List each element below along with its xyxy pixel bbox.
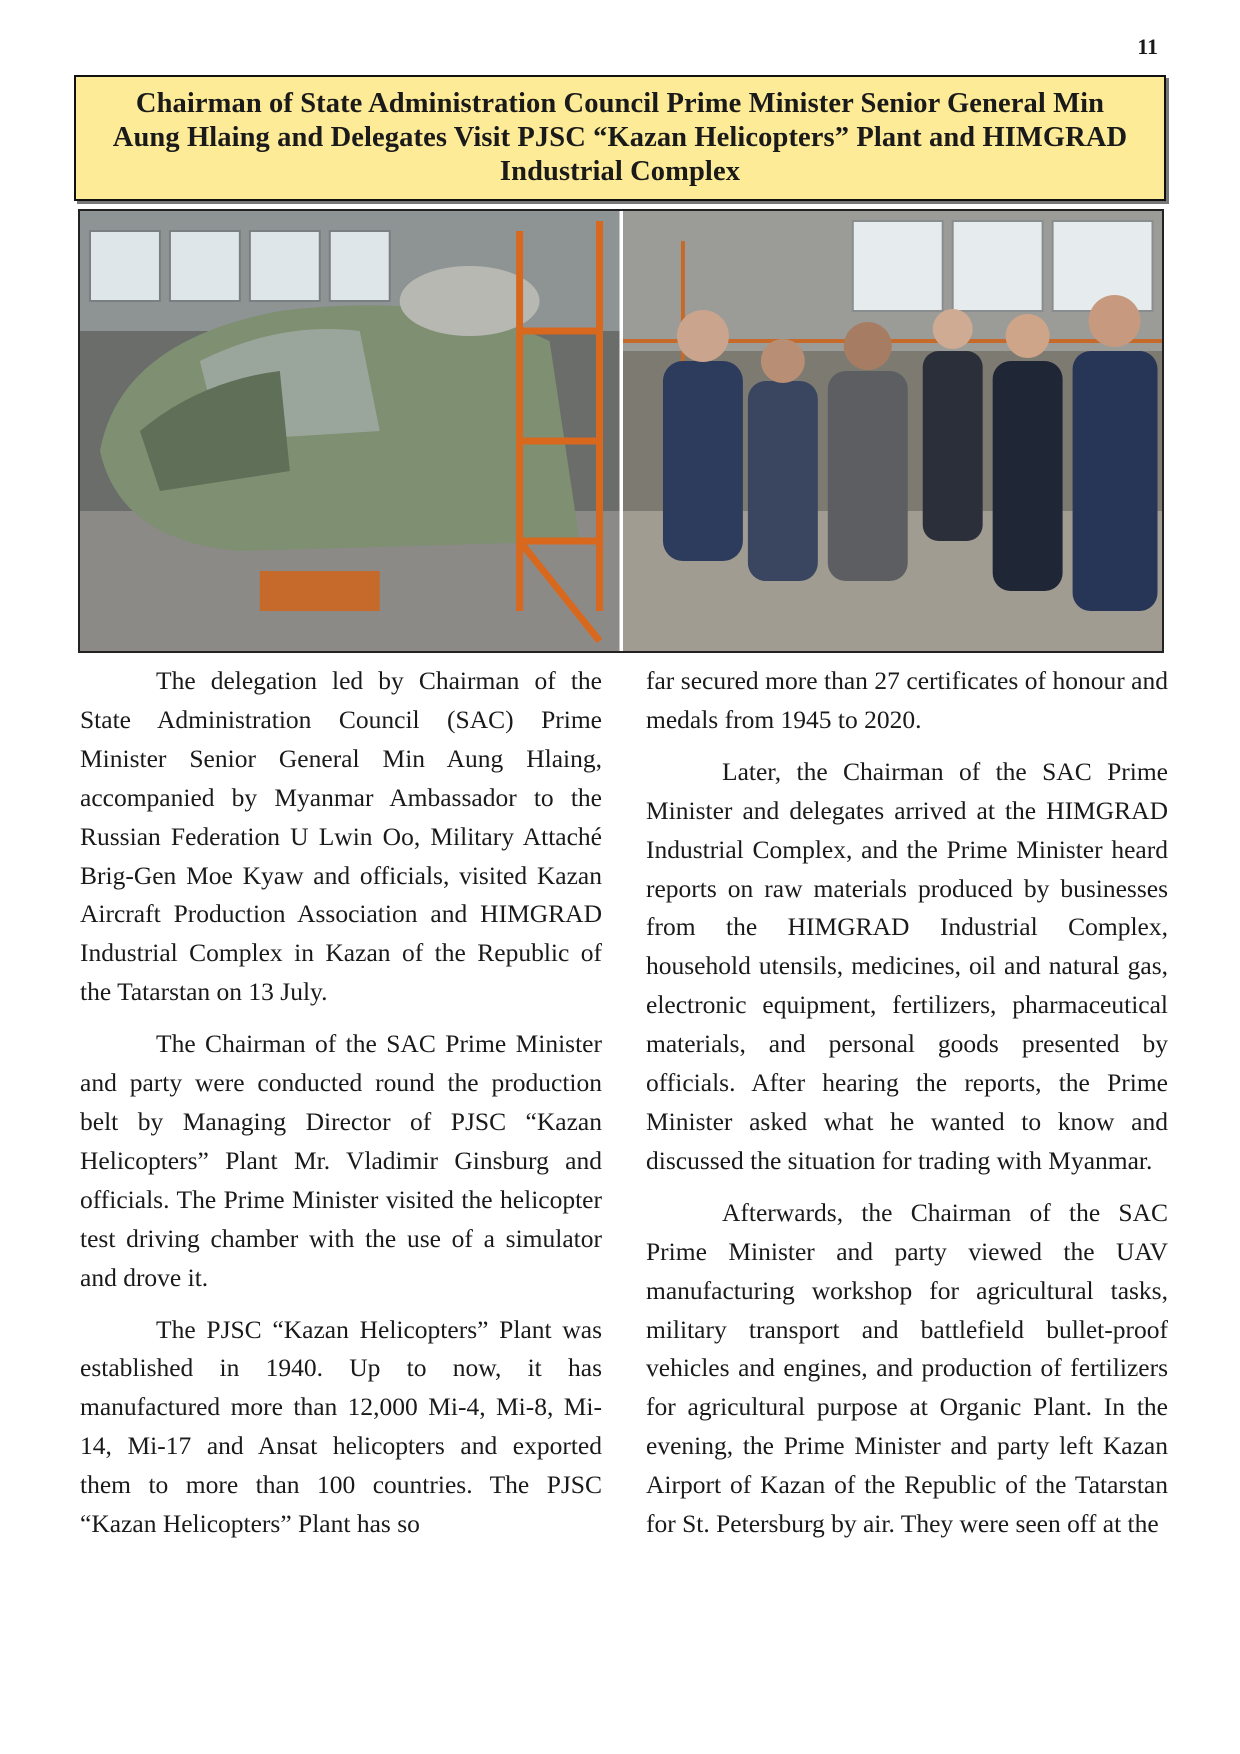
article-column-right	[646, 662, 1168, 1557]
photo-frame	[78, 209, 1164, 653]
paragraph: The Chairman of the SAC Prime Minister and party were conducted round the production belt by Managing Director of PJSC “Kazan Helicopters” Plant Mr. Vladimir Ginsburg and officials. The Prime Minister visited the helicopter test driving chamber with the use of a simulator and drove it.	[80, 1029, 602, 1292]
photo-helicopter	[80, 211, 620, 651]
article-body	[80, 662, 1168, 1557]
paragraph: Afterwards, the Chairman of the SAC Prime Minister and party viewed the UAV manufacturing workshop for agricultural tasks, military transport and battlefield bullet-proof vehicles and engines, and production of fertilizers for agricultural purpose at Organic Plant. In the evening, the Prime Minister and party left Kazan Airport of Kazan of the Republic of the Tatarstan for St. Petersburg by air. They were seen off at the	[646, 1197, 1168, 1539]
paragraph: The delegation led by Chairman of the State Administration Council (SAC) Prime Minister Senior General Min Aung Hlaing, accompanied by Myanmar Ambassador to the Russian Federation U Lwin Oo, Military Attaché Brig-Gen Moe Kyaw and officials, visited Kazan Aircraft Production Association and HIMGRAD Industrial Complex in Kazan of the Republic of the Tatarstan on 13 July.	[80, 666, 602, 1007]
paragraph: The PJSC “Kazan Helicopters” Plant was established in 1940. Up to now, it has manufactured more than 12,000 Mi-4, Mi-8, Mi-14, Mi-17 and Ansat helicopters and exported them to more than 100 countries. The PJSC “Kazan Helicopters” Plant has so	[80, 1314, 602, 1539]
headline-box	[74, 75, 1166, 201]
photo-delegation	[623, 211, 1163, 651]
page-number: 11	[1137, 34, 1158, 59]
headline: Chairman of State Administration Council Prime Minister Senior General Min Aung Hlaing and Delegates Visit PJSC “Kazan Helicopters” Plant and HIMGRAD Industrial Complex	[112, 88, 1128, 187]
article-column-left	[80, 662, 602, 1557]
paragraph: Later, the Chairman of the SAC Prime Minister and delegates arrived at the HIMGRAD Industrial Complex, and the Prime Minister heard reports on raw materials produced by businesses from the HIMGRAD Industrial Complex, household utensils, medicines, oil and natural gas, electronic equipment, fertilizers, pharmaceutical materials, and personal goods presented by officials. After hearing the reports, the Prime Minister asked what he wanted to know and discussed the situation for trading with Myanmar.	[646, 756, 1168, 1175]
paragraph: far secured more than 27 certificates of honour and medals from 1945 to 2020.	[646, 666, 1168, 734]
